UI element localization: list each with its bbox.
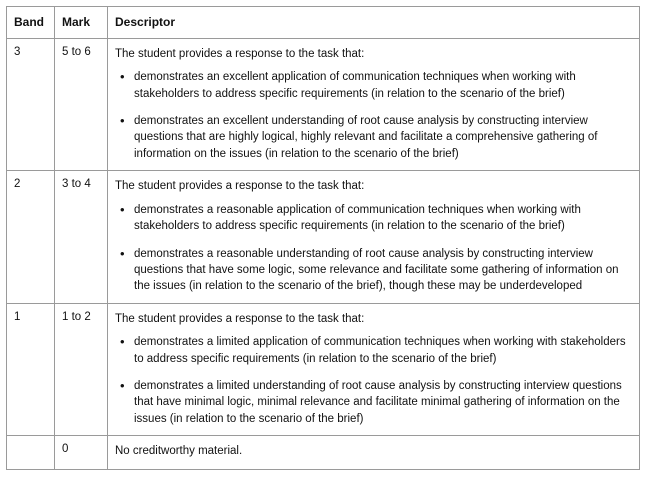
mark-value: 5 to 6 [55,38,108,171]
descriptor-cell [108,436,640,470]
descriptor-bullet-list [115,334,632,427]
column-header-band: Band [7,7,55,39]
list-item: • demonstrates a reasonable understanding of root cause analysis by constructing interview questions that have some logic, some relevance and facilitate some gathering of information on the issues (in relation to the scenario of the brief), though these may be underdeveloped [134,246,632,295]
band-value: 3 [7,38,55,171]
descriptor-lead: No creditworthy material. [115,445,243,458]
list-item: • demonstrates a limited understanding of root cause analysis by constructing interview questions that have minimal logic, minimal relevance and facilitate minimal gathering of information on the issues (in relation to the scenario of the brief) [134,378,632,427]
descriptor-lead: The student provides a response to the task that: [115,47,365,60]
mark-value: 0 [55,436,108,470]
table-row [7,436,640,470]
list-item: • demonstrates an excellent understanding of root cause analysis by constructing interview questions that are highly logical, highly relevant and facilitate a comprehensive gathering of information on the issues (in relation to the scenario of the brief) [134,113,632,162]
descriptor-cell [108,38,640,171]
table-body [7,38,640,469]
descriptor-bullet-list [115,202,632,295]
table-header-row [7,7,640,39]
mark-value: 3 to 4 [55,171,108,304]
marking-rubric-table [6,6,640,470]
mark-value: 1 to 2 [55,303,108,436]
descriptor-lead: The student provides a response to the task that: [115,180,365,193]
list-item: • demonstrates a reasonable application of communication techniques when working with stakeholders to address specific requirements (in relation to the scenario of the brief) [134,202,632,235]
column-header-mark: Mark [55,7,108,39]
column-header-descriptor: Descriptor [108,7,640,39]
descriptor-cell [108,303,640,436]
table-header [7,7,640,39]
descriptor-bullet-list [115,69,632,162]
descriptor-cell [108,171,640,304]
table-row [7,38,640,171]
table-row [7,171,640,304]
band-value: 2 [7,171,55,304]
band-value [7,436,55,470]
list-item: • demonstrates a limited application of communication techniques when working with stakeholders to address specific requirements (in relation to the scenario of the brief) [134,334,632,367]
band-value: 1 [7,303,55,436]
list-item: • demonstrates an excellent application of communication techniques when working with stakeholders to address specific requirements (in relation to the scenario of the brief) [134,69,632,102]
descriptor-lead: The student provides a response to the task that: [115,312,365,325]
table-row [7,303,640,436]
